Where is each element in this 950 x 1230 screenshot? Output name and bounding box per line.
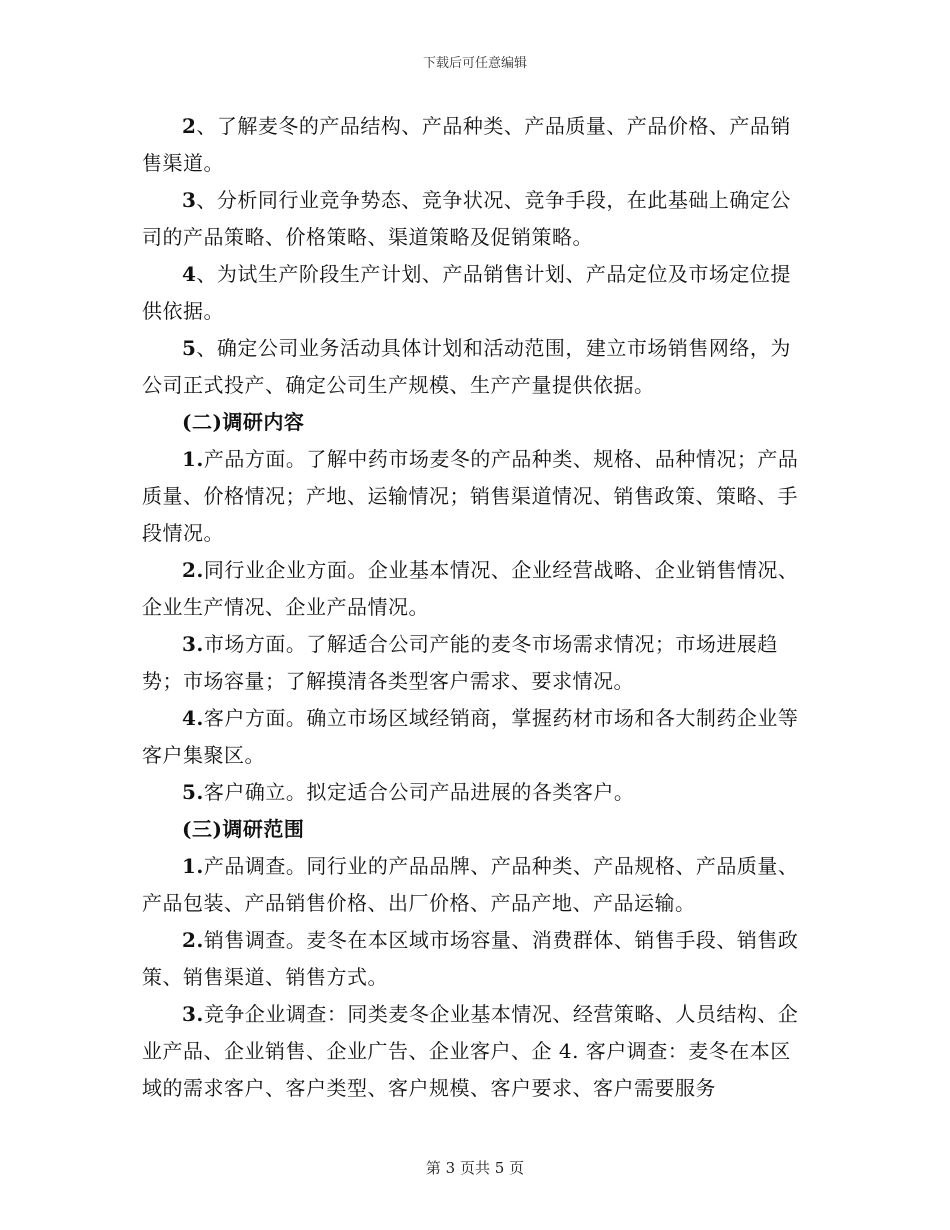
list-item: 2、了解麦冬的产品结构、产品种类、产品质量、产品价格、产品销售渠道。 xyxy=(142,114,791,175)
list-item: 4.客户方面。确立市场区域经销商，掌握药材市场和各大制药企业等客户集聚区。 xyxy=(142,706,799,767)
list-item: 4、为试生产阶段生产计划、产品销售计划、产品定位及市场定位提供依据。 xyxy=(142,262,791,323)
list-item: 1.产品方面。了解中药市场麦冬的产品种类、规格、品种情况；产品质量、价格情况；产地、运输情况；销售渠道情况、销售政策、策略、手段情况。 xyxy=(142,447,799,545)
document-body xyxy=(142,108,810,1107)
list-item: 2.同行业企业方面。企业基本情况、企业经营战略、企业销售情况、企业生产情况、企业产品情况。 xyxy=(142,558,799,619)
section-heading: (二)调研内容 xyxy=(182,410,305,434)
list-item: 3.竞争企业调查：同类麦冬企业基本情况、经营策略、人员结构、企业产品、企业销售、企业广告、企业客户、企 4. 客户调查：麦冬在本区域的需求客户、客户类型、客户规模、客户要求、客户需要服务 xyxy=(142,1002,799,1100)
page-footer: 第 3 页共 5 页 xyxy=(425,1159,525,1177)
list-item: 5、确定公司业务活动具体计划和活动范围，建立市场销售网络，为公司正式投产、确定公司生产规模、生产产量提供依据。 xyxy=(142,336,791,397)
list-item: 5.客户确立。拟定适合公司产品进展的各类客户。 xyxy=(182,780,635,804)
list-item: 3、分析同行业竞争势态、竞争状况、竞争手段，在此基础上确定公司的产品策略、价格策略、渠道策略及促销策略。 xyxy=(142,188,791,249)
list-item: 2.销售调查。麦冬在本区域市场容量、消费群体、销售手段、销售政策、销售渠道、销售方式。 xyxy=(142,928,799,989)
section-heading: (三)调研范围 xyxy=(182,817,305,841)
list-item: 1.产品调查。同行业的产品品牌、产品种类、产品规格、产品质量、产品包装、产品销售价格、出厂价格、产品产地、产品运输。 xyxy=(142,854,799,915)
page-header: 下载后可任意编辑 xyxy=(422,56,527,71)
list-item: 3.市场方面。了解适合公司产能的麦冬市场需求情况；市场进展趋势；市场容量；了解摸清各类型客户需求、要求情况。 xyxy=(142,632,778,693)
